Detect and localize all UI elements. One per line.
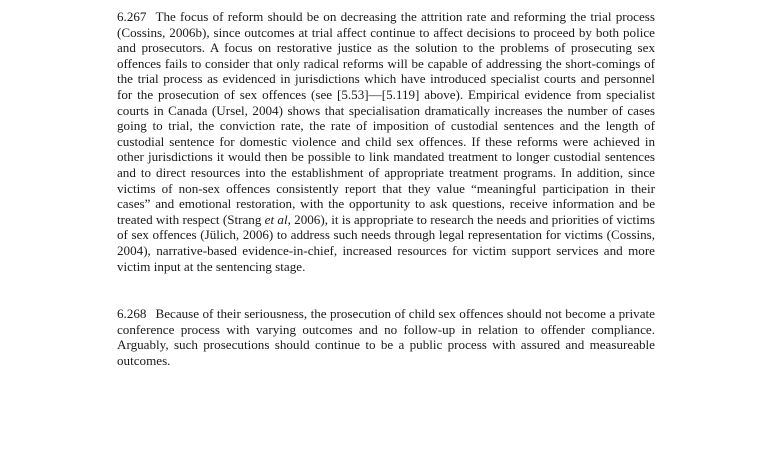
- paragraph-text: The focus of reform should be on decreasing the attrition rate and reforming the trial process (Cossins, 2006b), since outcomes at trial affect continue to affect decisions to proceed by both police and prosecutors. A focus on restorative justice as the solution to the problems of prosecuting sex offences fails to consider that only radical reforms will be capable of addressing the short-comings of the trial process as evidenced in jurisdictions which have introduced specialist courts and personnel for the prosecution of sex offences (see [5.53]—[5.119] above). Empirical evidence from specialist courts in Canada (Ursel, 2004) shows that specialisation dramatically increases the number of cases going to trial, the conviction rate, the rate of imposition of custodial sentences and the length of custodial sentence for domestic violence and child sex offences. If these reforms were achieved in other jurisdictions it would then be possible to link mandated treatment to longer custodial sentences and to direct resources into the establishment of appropriate treatment programs. In addition, since victims of non-sex offences consistently report that they value “meaningful participation in their cases” and emotional restoration, with the opportunity to ask questions, receive information and be treated with respect (Strang: [117, 9, 655, 227]
- paragraph-number: 6.268: [117, 306, 147, 321]
- paragraph-number: 6.267: [117, 9, 147, 24]
- paragraph-text: Because of their seriousness, the prosecution of child sex offences should not become a private conference process with varying outcomes and no follow-up in relation to offender compliance. Arguably, such prosecutions should continue to be a public process with assured and measureable outcomes.: [117, 306, 655, 368]
- paragraph-text-italic: et al: [264, 211, 288, 227]
- paragraph-6-267: [117, 9, 655, 274]
- paragraph-6-268: [117, 306, 655, 368]
- paragraph-text-continued: , 2006), it is appropriate to research the needs and priorities of victims of sex offences (Jülich, 2006) to address such needs through legal representation for victims (Cossins, 2004), narrative-based evidence-in-chief, increased resources for victim support services and more victim input at the sentencing stage.: [117, 211, 655, 274]
